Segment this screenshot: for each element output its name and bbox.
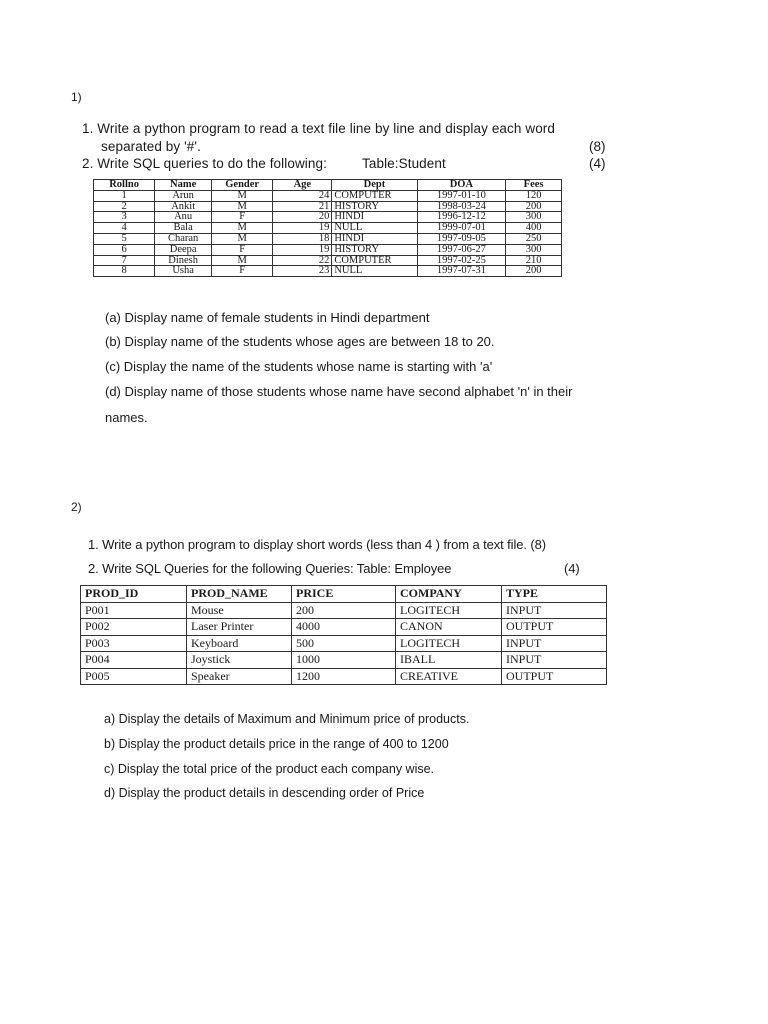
student-cell: M [212, 255, 273, 266]
student-cell: Dinesh [155, 255, 212, 266]
student-table-header: Age [273, 180, 332, 191]
student-cell: 1997-07-31 [417, 266, 506, 277]
student-cell: 1997-02-25 [417, 255, 506, 266]
question-2-2-text: 2. Write SQL Queries for the following Queries: Table: Employee [88, 561, 452, 576]
student-cell: 5 [94, 233, 155, 244]
student-cell: M [212, 190, 273, 201]
employee-cell: P002 [81, 619, 187, 636]
student-cell: 20 [273, 212, 332, 223]
employee-cell: INPUT [502, 652, 607, 669]
student-cell: Ankit [155, 201, 212, 212]
student-cell: Bala [155, 223, 212, 234]
employee-cell: LOGITECH [396, 635, 502, 652]
student-table-header: Dept [332, 180, 417, 191]
subquestion-2a: a) Display the details of Maximum and Minimum price of products. [104, 712, 470, 726]
student-table-header: DOA [417, 180, 506, 191]
student-table-row [94, 266, 562, 277]
employee-cell: INPUT [502, 602, 607, 619]
employee-cell: 500 [292, 635, 396, 652]
employee-cell: Laser Printer [187, 619, 292, 636]
employee-cell: 4000 [292, 619, 396, 636]
employee-cell: P005 [81, 668, 187, 685]
student-table-row [94, 201, 562, 212]
employee-cell: CREATIVE [396, 668, 502, 685]
student-cell: 24 [273, 190, 332, 201]
student-table-header-row [94, 180, 562, 191]
student-cell: COMPUTER [332, 255, 417, 266]
employee-table-header: PROD_NAME [187, 586, 292, 603]
student-table-header: Gender [212, 180, 273, 191]
question-1-2-marks: (4) [589, 156, 606, 171]
employee-cell: 1000 [292, 652, 396, 669]
student-table-row [94, 255, 562, 266]
employee-table-row [81, 635, 607, 652]
student-cell: 250 [506, 233, 562, 244]
employee-cell: Mouse [187, 602, 292, 619]
employee-table-row [81, 668, 607, 685]
question-1-1-marks: (8) [589, 139, 606, 154]
student-cell: Usha [155, 266, 212, 277]
employee-cell: P003 [81, 635, 187, 652]
employee-cell: 200 [292, 602, 396, 619]
student-cell: Charan [155, 233, 212, 244]
student-cell: 300 [506, 244, 562, 255]
student-cell: 23 [273, 266, 332, 277]
student-cell: 1998-03-24 [417, 201, 506, 212]
question-2-1-text: 1. Write a python program to display short words (less than 4 ) from a text file. (8) [88, 537, 547, 552]
student-cell: 3 [94, 212, 155, 223]
subquestion-1a: (a) Display name of female students in Hindi department [105, 310, 430, 325]
subquestion-1c: (c) Display the name of the students whose name is starting with 'a' [105, 359, 493, 374]
student-cell: 1997-06-27 [417, 244, 506, 255]
question-1-2-table-label: Table:Student [362, 156, 446, 171]
student-cell: 6 [94, 244, 155, 255]
employee-table-header: TYPE [502, 586, 607, 603]
student-cell: Arun [155, 190, 212, 201]
student-cell: 200 [506, 201, 562, 212]
student-cell: 22 [273, 255, 332, 266]
student-cell: F [212, 244, 273, 255]
student-table [93, 179, 562, 277]
employee-cell: OUTPUT [502, 668, 607, 685]
employee-cell: IBALL [396, 652, 502, 669]
student-cell: 2 [94, 201, 155, 212]
employee-table-row [81, 619, 607, 636]
student-cell: 8 [94, 266, 155, 277]
student-cell: 1 [94, 190, 155, 201]
student-cell: 21 [273, 201, 332, 212]
student-cell: 1997-01-10 [417, 190, 506, 201]
student-cell: 120 [506, 190, 562, 201]
student-table-row [94, 244, 562, 255]
question-1-2-text: 2. Write SQL queries to do the following: [82, 156, 327, 171]
employee-table-header: PRICE [292, 586, 396, 603]
student-cell: M [212, 233, 273, 244]
subquestion-1d-line-2: names. [105, 410, 148, 425]
employee-cell: OUTPUT [502, 619, 607, 636]
student-cell: M [212, 223, 273, 234]
subquestion-2b: b) Display the product details price in the range of 400 to 1200 [104, 737, 449, 751]
student-cell: 400 [506, 223, 562, 234]
student-cell: 210 [506, 255, 562, 266]
student-cell: 18 [273, 233, 332, 244]
subquestion-1d-line-1: (d) Display name of those students whose name have second alphabet 'n' in their [105, 384, 573, 399]
student-cell: 19 [273, 223, 332, 234]
question-1-1-line-2: separated by '#'. [101, 139, 201, 154]
employee-cell: INPUT [502, 635, 607, 652]
employee-cell: LOGITECH [396, 602, 502, 619]
student-cell: 19 [273, 244, 332, 255]
student-cell: NULL [332, 266, 417, 277]
student-cell: HISTORY [332, 201, 417, 212]
employee-cell: Speaker [187, 668, 292, 685]
employee-table [80, 585, 607, 685]
student-cell: 300 [506, 212, 562, 223]
student-cell: Deepa [155, 244, 212, 255]
employee-cell: Keyboard [187, 635, 292, 652]
student-cell: 1996-12-12 [417, 212, 506, 223]
employee-table-header-row [81, 586, 607, 603]
question-2-2-marks: (4) [564, 561, 580, 576]
student-cell: COMPUTER [332, 190, 417, 201]
student-cell: 200 [506, 266, 562, 277]
student-table-header: Name [155, 180, 212, 191]
student-cell: 4 [94, 223, 155, 234]
employee-table-row [81, 602, 607, 619]
student-table-header: Fees [506, 180, 562, 191]
student-cell: 1999-07-01 [417, 223, 506, 234]
student-cell: HINDI [332, 212, 417, 223]
student-cell: F [212, 266, 273, 277]
employee-cell: 1200 [292, 668, 396, 685]
subquestion-1b: (b) Display name of the students whose ages are between 18 to 20. [105, 334, 495, 349]
student-table-row [94, 233, 562, 244]
question-1-1-line-1: 1. Write a python program to read a text file line by line and display each word [82, 121, 556, 136]
section-1-number: 1) [71, 90, 82, 104]
student-cell: M [212, 201, 273, 212]
section-2-number: 2) [71, 500, 82, 514]
employee-cell: P004 [81, 652, 187, 669]
employee-table-header: COMPANY [396, 586, 502, 603]
employee-cell: CANON [396, 619, 502, 636]
employee-table-header: PROD_ID [81, 586, 187, 603]
student-table-row [94, 190, 562, 201]
student-cell: Anu [155, 212, 212, 223]
employee-cell: Joystick [187, 652, 292, 669]
student-table-header: Rollno [94, 180, 155, 191]
student-cell: 1997-09-05 [417, 233, 506, 244]
student-cell: HISTORY [332, 244, 417, 255]
student-table-row [94, 223, 562, 234]
subquestion-2d: d) Display the product details in descending order of Price [104, 786, 425, 800]
student-cell: 7 [94, 255, 155, 266]
student-cell: HINDI [332, 233, 417, 244]
student-cell: NULL [332, 223, 417, 234]
employee-table-row [81, 652, 607, 669]
student-cell: F [212, 212, 273, 223]
student-table-row [94, 212, 562, 223]
subquestion-2c: c) Display the total price of the product each company wise. [104, 762, 435, 776]
employee-cell: P001 [81, 602, 187, 619]
